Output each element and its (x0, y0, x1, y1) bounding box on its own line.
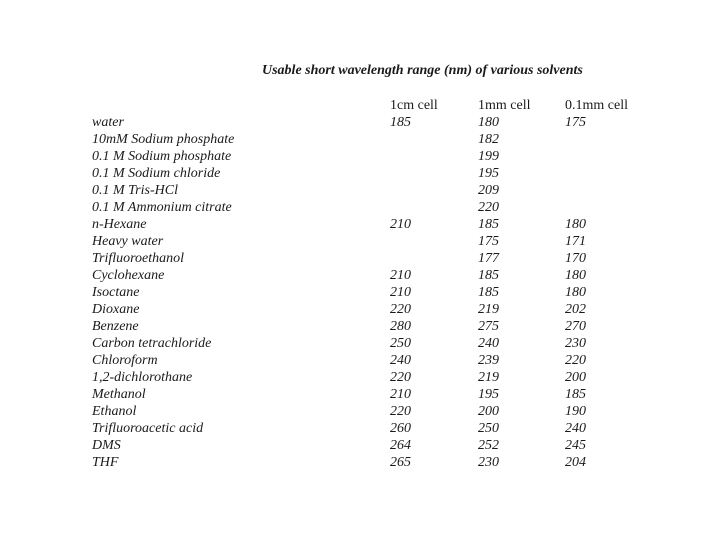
solvent-name: water (92, 115, 124, 130)
table-row (92, 403, 645, 420)
value-1cm-cell: 240 (390, 353, 411, 368)
table-row (92, 420, 645, 437)
value-01mm-cell: 245 (565, 438, 586, 453)
value-1mm-cell: 240 (478, 336, 499, 351)
value-01mm-cell: 200 (565, 370, 586, 385)
solvent-name: Methanol (92, 387, 146, 402)
table-row (92, 454, 645, 471)
value-01mm-cell: 220 (565, 353, 586, 368)
table-row (92, 165, 645, 182)
value-1cm-cell: 260 (390, 421, 411, 436)
solvent-name: 1,2-dichlorothane (92, 370, 193, 385)
value-1mm-cell: 175 (478, 234, 499, 249)
table-row (92, 301, 645, 318)
solvent-name: Carbon tetrachloride (92, 336, 212, 351)
table-row (92, 318, 645, 335)
table-row (92, 335, 645, 352)
value-1cm-cell: 264 (390, 438, 411, 453)
value-01mm-cell: 202 (565, 302, 586, 317)
value-1cm-cell: 265 (390, 455, 411, 470)
value-01mm-cell: 180 (565, 217, 586, 232)
table-row (92, 182, 645, 199)
value-01mm-cell: 170 (565, 251, 586, 266)
solvent-name: THF (92, 455, 119, 470)
value-01mm-cell: 185 (565, 387, 586, 402)
header-1mm-cell: 1mm cell (478, 98, 531, 113)
value-01mm-cell: 175 (565, 115, 586, 130)
value-1mm-cell: 220 (478, 200, 499, 215)
page-title: Usable short wavelength range (nm) of various solvents (262, 63, 583, 78)
value-1cm-cell (390, 165, 478, 182)
solvent-name: Isoctane (92, 285, 140, 300)
table-row (92, 250, 645, 267)
value-01mm-cell (565, 182, 645, 199)
table-row (92, 352, 645, 369)
value-1cm-cell (390, 131, 478, 148)
solvent-name: 0.1 M Sodium phosphate (92, 149, 232, 164)
solvent-name: Benzene (92, 319, 139, 334)
value-1mm-cell: 239 (478, 353, 499, 368)
value-1mm-cell: 185 (478, 268, 499, 283)
value-1cm-cell: 210 (390, 268, 411, 283)
value-1cm-cell (390, 182, 478, 199)
solvent-name: Cyclohexane (92, 268, 165, 283)
table-body (92, 114, 645, 471)
value-1mm-cell: 195 (478, 387, 499, 402)
value-01mm-cell (565, 165, 645, 182)
value-1mm-cell: 219 (478, 302, 499, 317)
value-1mm-cell: 219 (478, 370, 499, 385)
solvent-name: Heavy water (92, 234, 164, 249)
value-01mm-cell: 204 (565, 455, 586, 470)
solvent-name: 10mM Sodium phosphate (92, 132, 235, 147)
solvent-name: 0.1 M Sodium chloride (92, 166, 221, 181)
value-1cm-cell: 220 (390, 302, 411, 317)
table-row (92, 284, 645, 301)
value-1cm-cell: 210 (390, 217, 411, 232)
table-row (92, 216, 645, 233)
value-1mm-cell: 185 (478, 285, 499, 300)
value-1mm-cell: 230 (478, 455, 499, 470)
value-1mm-cell: 182 (478, 132, 499, 147)
value-1mm-cell: 195 (478, 166, 499, 181)
value-1cm-cell (390, 148, 478, 165)
value-01mm-cell: 240 (565, 421, 586, 436)
table-row (92, 233, 645, 250)
table-header-row (92, 97, 645, 114)
value-1cm-cell: 210 (390, 285, 411, 300)
solvent-name: Ethanol (92, 404, 137, 419)
solvent-name: 0.1 M Ammonium citrate (92, 200, 232, 215)
value-1mm-cell: 252 (478, 438, 499, 453)
value-01mm-cell: 180 (565, 268, 586, 283)
value-1cm-cell (390, 233, 478, 250)
header-01mm-cell: 0.1mm cell (565, 98, 628, 113)
value-1cm-cell: 185 (390, 115, 411, 130)
solvent-table (92, 97, 645, 471)
table-row (92, 267, 645, 284)
value-1cm-cell: 250 (390, 336, 411, 351)
solvent-name: Trifluoroacetic acid (92, 421, 204, 436)
solvent-name: n-Hexane (92, 217, 147, 232)
value-01mm-cell: 190 (565, 404, 586, 419)
value-1mm-cell: 275 (478, 319, 499, 334)
value-1mm-cell: 177 (478, 251, 499, 266)
value-1cm-cell (390, 199, 478, 216)
value-1mm-cell: 180 (478, 115, 499, 130)
solvent-name: 0.1 M Tris-HCl (92, 183, 178, 198)
table-row (92, 131, 645, 148)
value-1mm-cell: 200 (478, 404, 499, 419)
solvent-name: DMS (92, 438, 121, 453)
value-1cm-cell: 220 (390, 370, 411, 385)
table-row (92, 437, 645, 454)
solvent-name: Trifluoroethanol (92, 251, 185, 266)
solvent-name: Dioxane (92, 302, 140, 317)
value-1cm-cell (390, 250, 478, 267)
table-row (92, 148, 645, 165)
header-solvent (92, 97, 390, 114)
value-1mm-cell: 199 (478, 149, 499, 164)
value-01mm-cell: 180 (565, 285, 586, 300)
value-01mm-cell: 270 (565, 319, 586, 334)
solvent-name: Chloroform (92, 353, 158, 368)
table-row (92, 199, 645, 216)
value-1cm-cell: 220 (390, 404, 411, 419)
header-1cm-cell: 1cm cell (390, 98, 438, 113)
value-1mm-cell: 250 (478, 421, 499, 436)
table-row (92, 114, 645, 131)
value-01mm-cell (565, 148, 645, 165)
value-1mm-cell: 209 (478, 183, 499, 198)
value-01mm-cell (565, 131, 645, 148)
table-row (92, 386, 645, 403)
value-01mm-cell: 230 (565, 336, 586, 351)
value-01mm-cell (565, 199, 645, 216)
value-1cm-cell: 210 (390, 387, 411, 402)
value-1mm-cell: 185 (478, 217, 499, 232)
value-01mm-cell: 171 (565, 234, 586, 249)
value-1cm-cell: 280 (390, 319, 411, 334)
table-row (92, 369, 645, 386)
